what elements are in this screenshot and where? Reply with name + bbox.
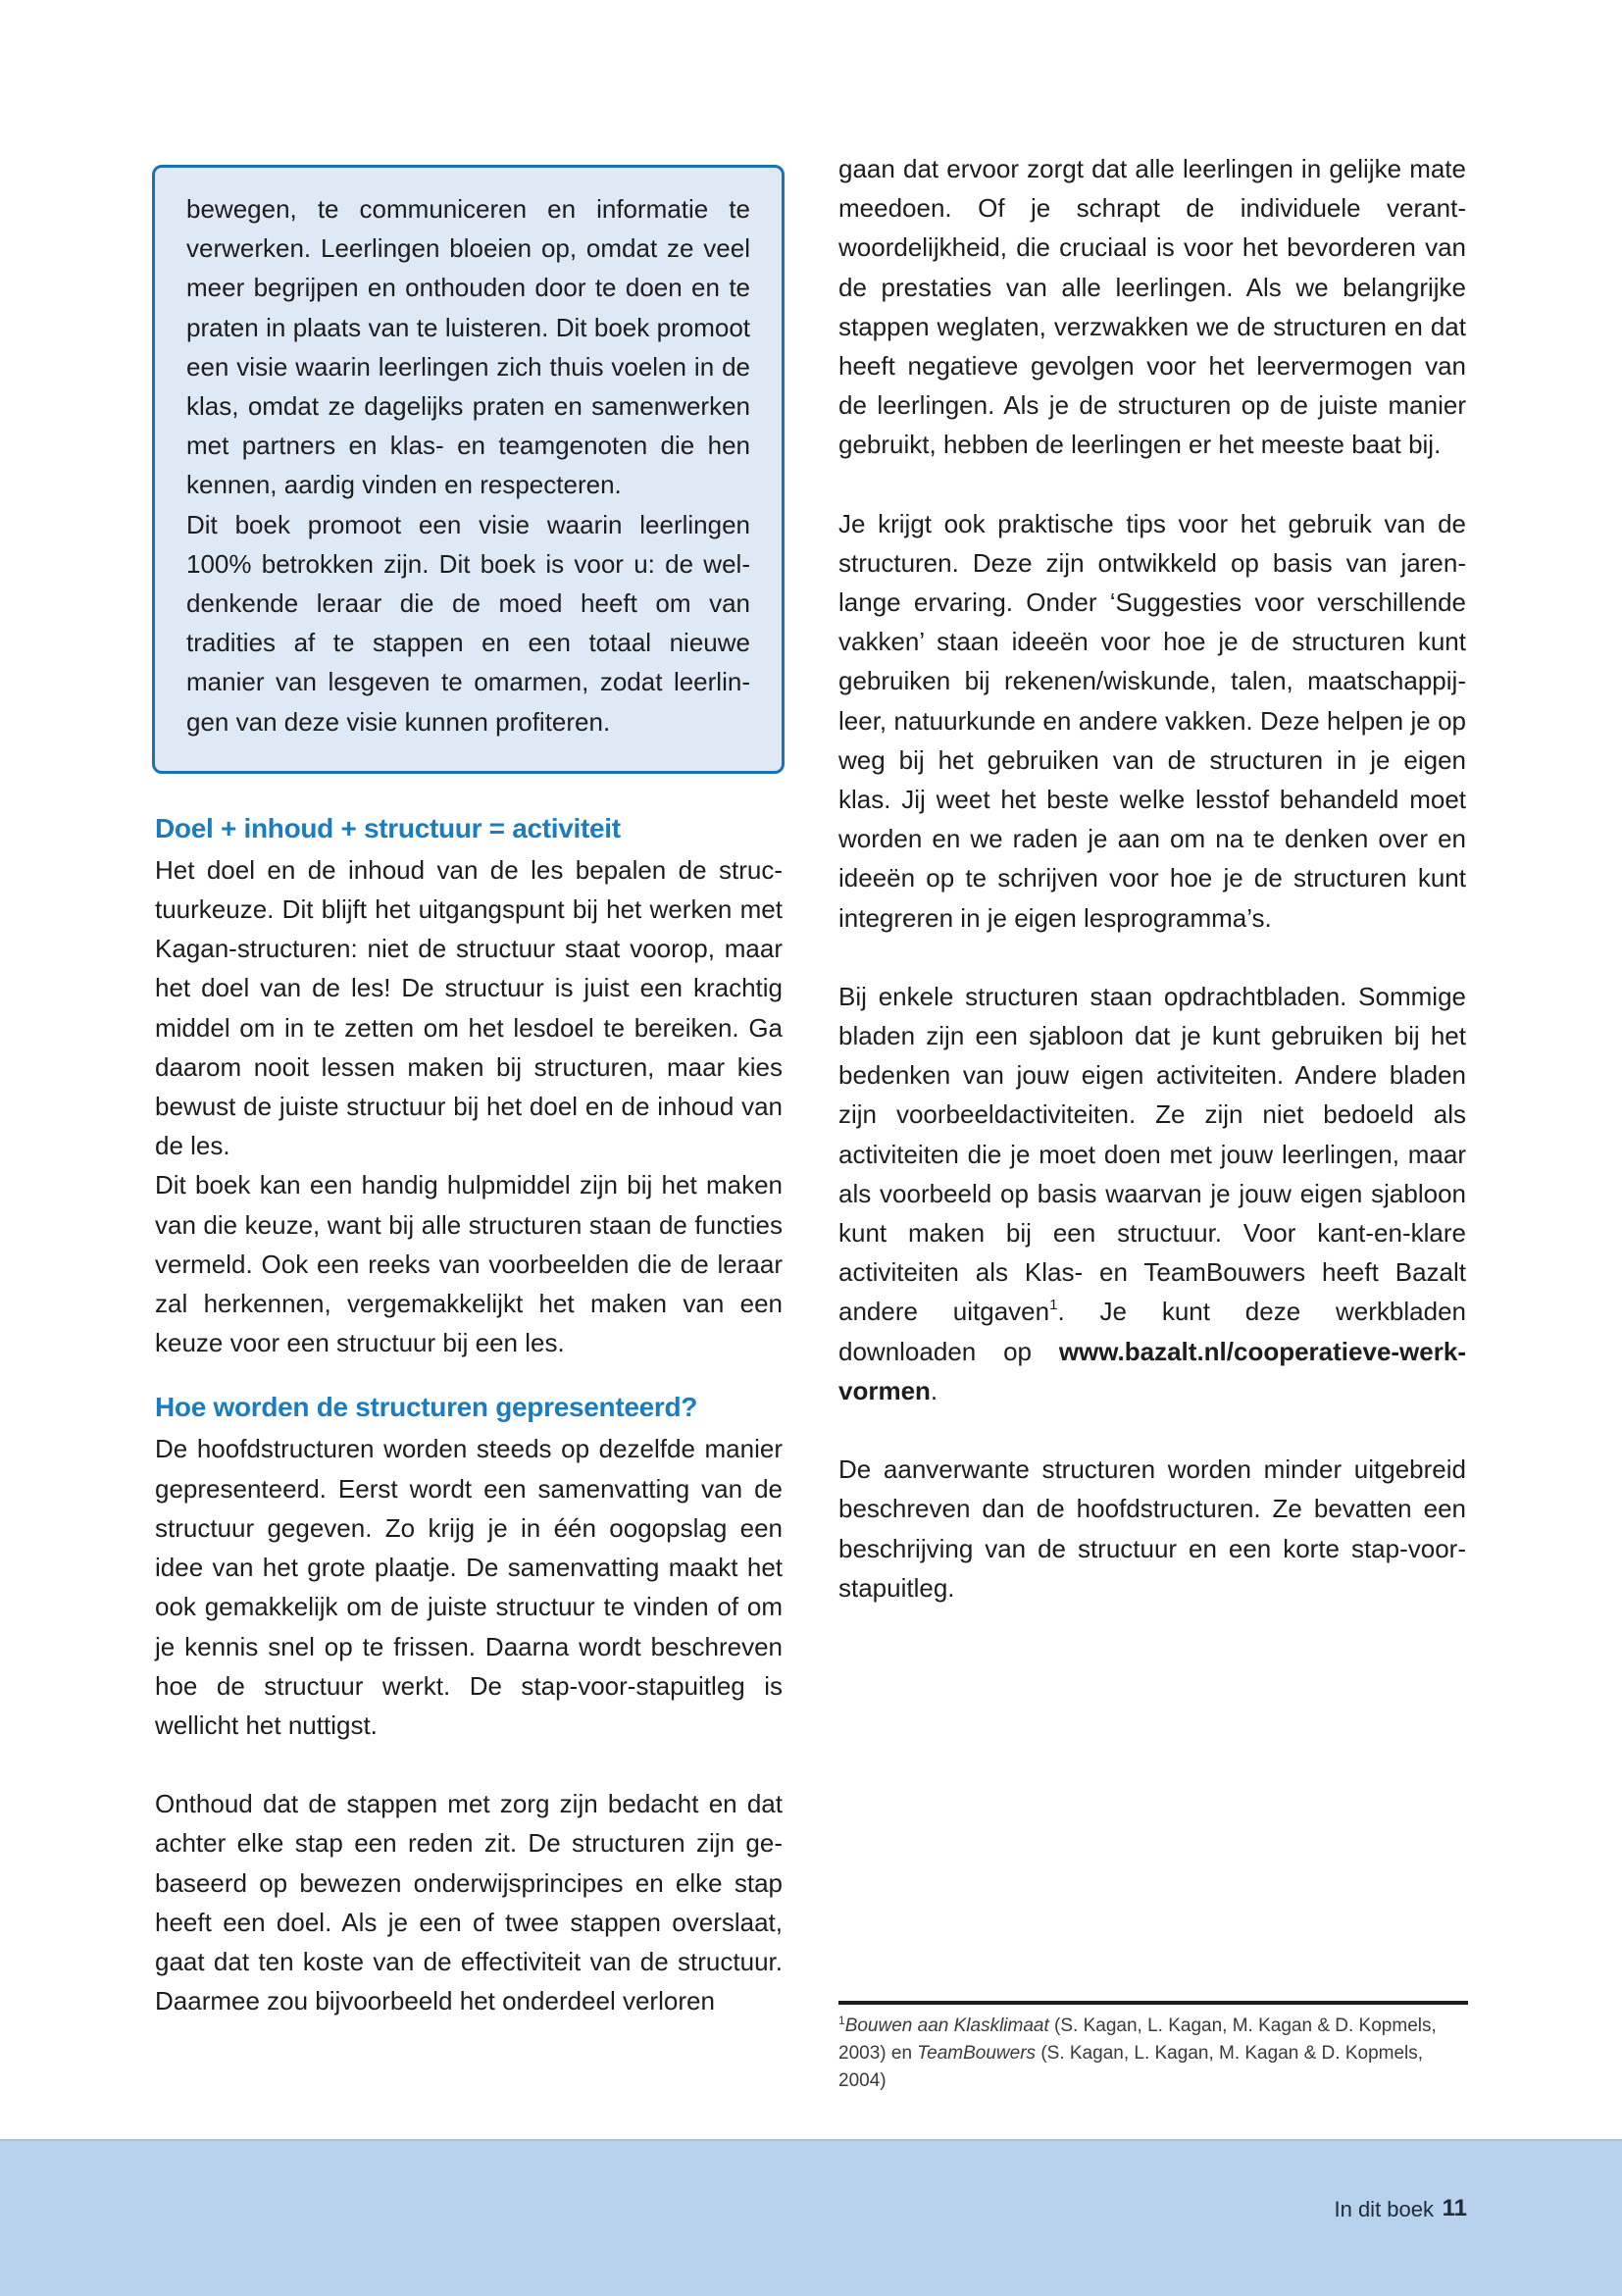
- worksheets-text: Bij enkele structuren staan opdrachtbladen. Sommige bladen zijn een sjabloon dat je kunt gebruiken bij het bedenken van jouw eigen activiteiten. Andere bladen zijn voorbeeldactiviteiten. Ze zijn niet bedoeld als activiteiten die je moet doen met jouw leerlingen, maar als voorbeeld op basis waarvan je jouw eigen sjabloon kunt maken bij een structuur. Voor kant-en-klare activiteiten als Klas- en TeamBouwers heeft Bazalt andere uitgaven: [838, 981, 1466, 1327]
- footnote-title-2: TeamBouwers: [917, 2043, 1037, 2064]
- footnote-text-2: (S. Kagan, L. Kagan, M. Kagan & D. Kopmels, 2004): [838, 2043, 1424, 2091]
- section-heading-presentatie: Hoe worden de structuren gepresenteerd?: [155, 1392, 698, 1423]
- footnote-title-1: Bouwen aan Klasklimaat: [844, 2015, 1049, 2036]
- paragraph-gap: [838, 465, 1466, 504]
- footnote-divider: [838, 2001, 1468, 2005]
- worksheets-paragraph: [838, 977, 1466, 1410]
- body-paragraph: Je krijgt ook praktische tips voor het gebruik van de structuren. Deze zijn ontwikkeld op basis van jarenlange ervaring. Onder ‘Suggesties voor verschillende vakken’ staan ideeën voor hoe je de structuren kunt gebruiken bij rekenen/wiskunde, talen, maatschappijleer, natuurkunde en andere vakken. Deze helpen je op weg bij het gebruiken van de structuren in je eigen klas. Jij weet het beste welke lesstof behandeld moet worden en we raden je aan om na te denken over en ideeën op te schrijven voor hoe je de structuren kunt integreren in je eigen lesprogramma’s.: [838, 508, 1466, 933]
- footer-section-label: In dit boek: [1334, 2197, 1434, 2221]
- body-paragraph: Onthoud dat de stappen met zorg zijn bedacht en dat achter elke stap een reden zit. De structuren zijn gebaseerd op bewezen onderwijsprincipes en elke stap heeft een doel. Als je een of twee stappen overslaat, gaat dat ten koste van de effectiviteit van de structuur. Daarmee zou bijvoorbeeld het onderdeel verloren: [155, 1789, 783, 2016]
- callout-box: [152, 165, 785, 774]
- section-heading-doel: Doel + inhoud + structuur = activiteit: [155, 812, 621, 843]
- callout-paragraph-2: Dit boek promoot een visie waarin leerlingen 100% betrokken zijn. Dit boek is voor u: de weldenkende leraar die de moed heeft om van tradities af te stappen en een totaal nieuwe manier van lesgeven te omarmen, zodat leerlingen van deze visie kunnen profiteren.: [186, 509, 750, 737]
- body-paragraph: De hoofdstructuren worden steeds op dezelfde manier gepresenteerd. Eerst wordt een samenvatting van de structuur gegeven. Zo krijg je in één oogopslag een idee van het grote plaatje. De samenvatting maakt het ook gemakkelijk om de juiste structuur te vinden of om je kennis snel op te frissen. Daarna wordt beschreven hoe de structuur werkt. De stap-voor-stapuitleg is wellicht het nuttigst.: [155, 1434, 783, 1740]
- body-paragraph: gaan dat ervoor zorgt dat alle leerlingen in gelijke mate meedoen. Of je schrapt de individuele verantwoordelijkheid, die cruciaal is voor het bevorderen van de prestaties van alle leerlingen. Als we belangrijke stappen weglaten, verzwakken we de structuren en dat heeft negatieve gevolgen voor het leervermogen van de leerlingen. Als je de structuren op de juiste manier gebruikt, hebben de leerlingen er het meeste baat bij.: [838, 154, 1466, 460]
- page-number: 11: [1442, 2195, 1467, 2221]
- paragraph-gap: [838, 938, 1466, 977]
- worksheets-text-end: .: [930, 1375, 938, 1405]
- callout-paragraph-1: bewegen, te communiceren en informatie te verwerken. Leerlingen bloeien op, omdat ze veel meer begrijpen en onthouden door te doen en te praten in plaats van te luisteren. Dit boek promoot een visie waarin leerlingen zich thuis voelen in de klas, omdat ze dagelijks praten en samenwerken met partners en klas- en teamgenoten die hen kennen, aardig vinden en respecteren.: [186, 194, 750, 500]
- footnote: [838, 2013, 1471, 2095]
- right-column: [838, 149, 1466, 1607]
- paragraph-gap: [155, 1745, 783, 1784]
- footnote-reference[interactable]: 1: [1049, 1297, 1058, 1314]
- left-column: [155, 165, 783, 2020]
- body-paragraph: Het doel en de inhoud van de les bepalen de structuurkeuze. Dit blijft het uitgangspunt bij het werken met Kagan-structuren: niet de structuur staat voorop, maar het doel van de les! De structuur is juist een krachtig middel om in te zetten om het lesdoel te bereiken. Ga daarom nooit lessen maken bij structuren, maar kies bewust de juiste structuur bij het doel en de inhoud van de les.: [155, 854, 783, 1161]
- worksheets-text-cont: . Je kunt deze werkbladen downloaden op: [838, 1297, 1467, 1366]
- body-paragraph: Dit boek kan een handig hulpmiddel zijn bij het maken van die keuze, want bij alle structuren staan de functies vermeld. Ook een reeks van voorbeelden die de leraar zal herkennen, vergemakkelijkt het maken van een keuze voor een structuur bij een les.: [155, 1170, 783, 1358]
- body-paragraph: De aanverwante structuren worden minder uitgebreid beschreven dan de hoofdstructuren. Ze bevatten een beschrijving van de structuur en een korte stap-voor-stapuitleg.: [838, 1454, 1466, 1603]
- footnote-text-1: (S. Kagan, L. Kagan, M. Kagan & D. Kopmels, 2003) en: [838, 2015, 1437, 2064]
- footnote-marker: 1: [838, 2014, 845, 2027]
- paragraph-gap: [838, 1410, 1466, 1450]
- download-url-link[interactable]: www.bazalt.nl/cooperatieve-werkvormen: [838, 1336, 1466, 1405]
